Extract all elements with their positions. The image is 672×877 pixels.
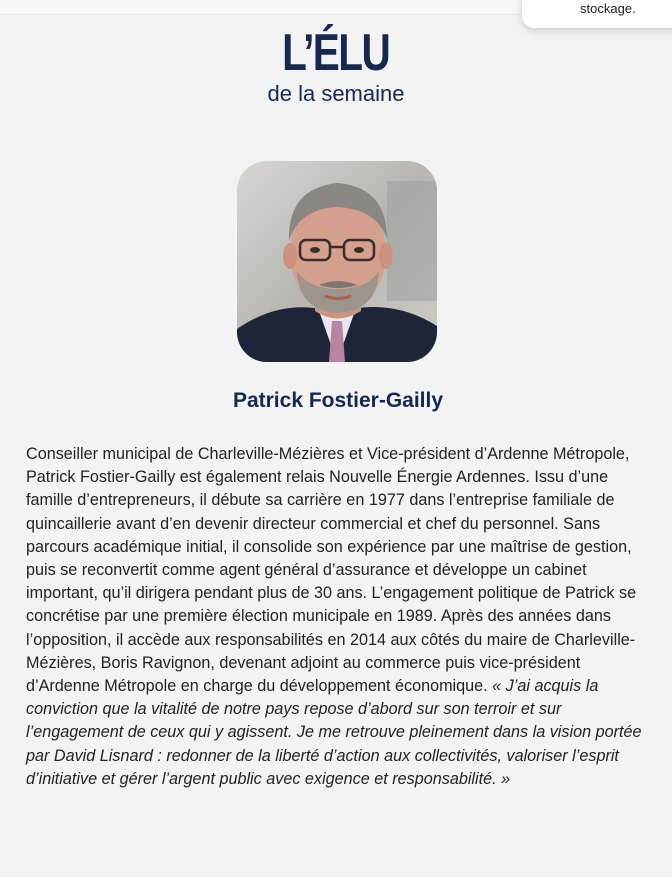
logo-title: L’ÉLU xyxy=(282,24,390,82)
profile-bio xyxy=(26,443,656,791)
notification-toast[interactable] xyxy=(522,0,672,28)
bio-quote: « J’ai acquis la conviction que la vitalité de notre pays repose d’abord sur son terroir et sur l’engagement de ceux qui y agissent. Je me retrouve pleinement dans la vision portée par David Lisnard : redonner de la liberté d’action aux collectivités, valoriser l’esprit d’initiative et gérer l’argent public avec exigence et responsabilité. » xyxy=(26,677,642,788)
logo-subtitle: de la semaine xyxy=(267,81,405,106)
bio-text: Conseiller municipal de Charleville-Mézières et Vice-président d’Ardenne Métropole, Patrick Fostier-Gailly est également relais Nouvelle Énergie Ardennes. Issu d’une famille d’entrepreneurs, il débute sa carrière en 1977 dans l’entreprise familiale de quincaillerie avant d’en devenir directeur commercial et chef du personnel. Sans parcours académique initial, il consolide son expérience par une maîtrise de gestion, puis se reconvertit comme agent général d’assurance et développe un cabinet important, qu’il dirigera pendant plus de 30 ans. L’engagement politique de Patrick se concrétise par une première élection municipale en 1989. Après des années dans l’opposition, il accède aux responsabilités en 2014 aux côtés du maire de Charleville-Mézières, Boris Ravignon, devenant adjoint au commerce puis vice-président d’Ardenne Métropole en charge du développement économique. xyxy=(26,445,637,696)
profile-photo xyxy=(237,161,437,362)
elu-logo xyxy=(0,26,672,106)
portrait-illustration xyxy=(237,161,437,362)
profile-name: Patrick Fostier-Gailly xyxy=(232,389,444,412)
notification-text: stockage. xyxy=(580,1,636,16)
